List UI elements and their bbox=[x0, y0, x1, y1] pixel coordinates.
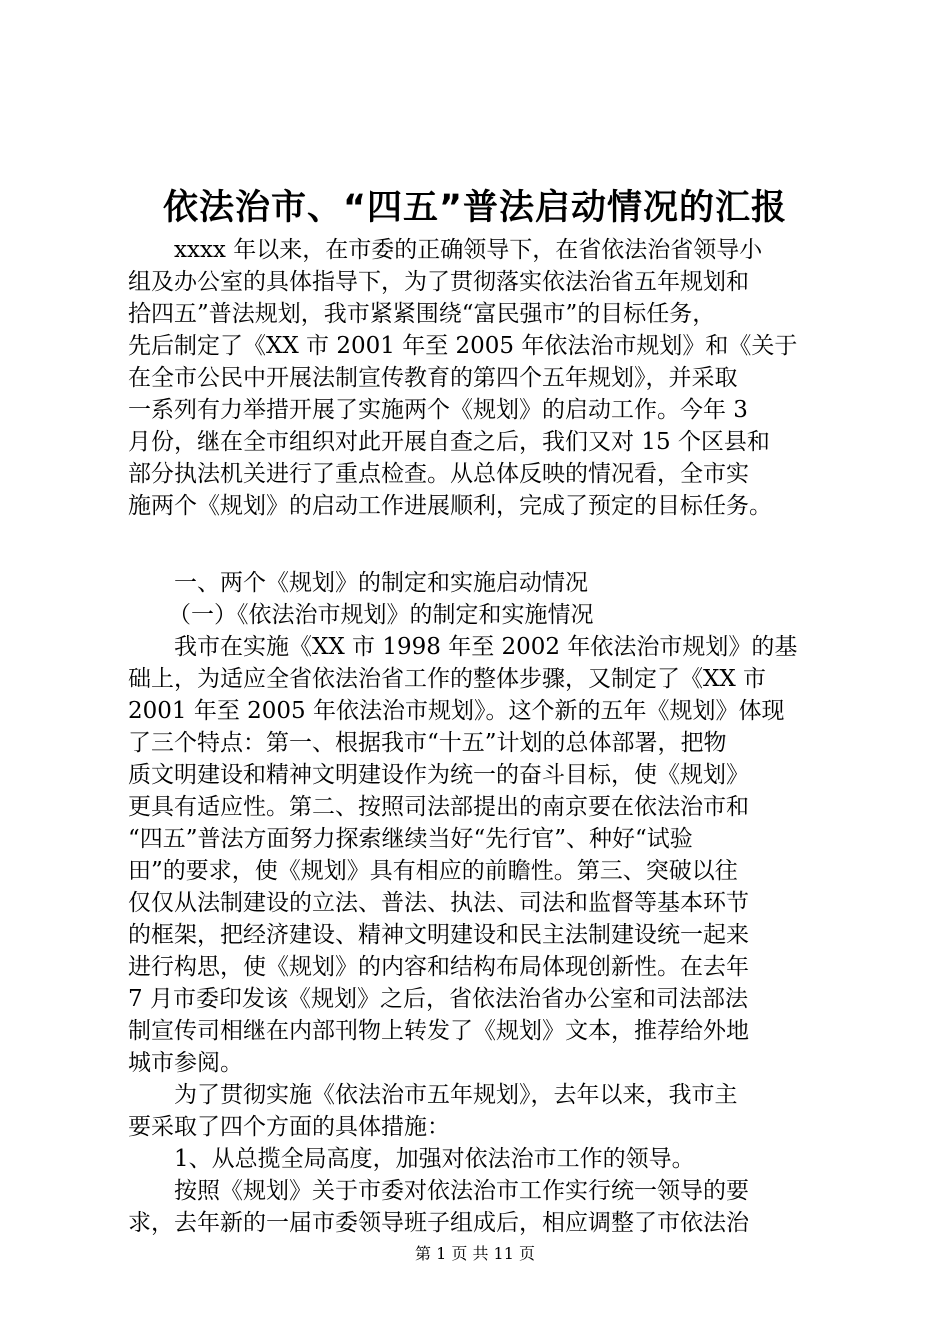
text-line: 制宣传司相继在内部刊物上转发了《规划》文本，推荐给外地 bbox=[128, 1018, 749, 1044]
page-number-footer: 第 1 页 共 11 页 bbox=[415, 1244, 535, 1263]
text-line: 田”的要求，使《规划》具有相应的前瞻性。第三、突破以往 bbox=[128, 858, 738, 884]
text-line: 一系列有力举措开展了实施两个《规划》的启动工作。今年 3 bbox=[128, 397, 748, 423]
text-line: 7 月市委印发该《规划》之后，省依法治省办公室和司法部法 bbox=[128, 986, 748, 1012]
document-body bbox=[128, 234, 848, 1239]
text-line: 在全市公民中开展法制宣传教育的第四个五年规划》，并采取 bbox=[128, 365, 738, 391]
text-line: 更具有适应性。第二、按照司法部提出的南京要在依法治市和 bbox=[128, 794, 749, 820]
text-line: 2001 年至 2005 年依法治市规划》。这个新的五年《规划》体现 bbox=[128, 698, 785, 724]
text-line: 要采取了四个方面的具体措施： bbox=[128, 1114, 450, 1140]
text-line: 按照《规划》关于市委对依法治市工作实行统一领导的要 bbox=[174, 1178, 749, 1204]
text-line: 础上，为适应全省依法治省工作的整体步骤，又制定了《XX 市 bbox=[128, 666, 767, 692]
text-line: 组及办公室的具体指导下，为了贯彻落实依法治省五年规划和 bbox=[128, 269, 749, 295]
subsection-heading: （一）《依法治市规划》的制定和实施情况 bbox=[168, 602, 594, 628]
text-line: xxxx 年以来，在市委的正确领导下，在省依法治省领导小 bbox=[174, 237, 763, 263]
list-item-heading: 1、从总揽全局高度，加强对依法治市工作的领导。 bbox=[174, 1146, 695, 1172]
text-line: 施两个《规划》的启动工作进展顺利，完成了预定的目标任务。 bbox=[128, 493, 772, 519]
text-line: 部分执法机关进行了重点检查。从总体反映的情况看，全市实 bbox=[128, 461, 749, 487]
text-line: 仅仅从法制建设的立法、普法、执法、司法和监督等基本环节 bbox=[128, 890, 749, 916]
text-line: “四五”普法方面努力探索继续当好“先行官”、种好“试验 bbox=[128, 826, 693, 852]
section-heading: 一、两个《规划》的制定和实施启动情况 bbox=[174, 570, 588, 596]
document-title: 依法治市、“四五”普法启动情况的汇报 bbox=[162, 188, 787, 228]
text-line: 进行构思，使《规划》的内容和结构布局体现创新性。在去年 bbox=[128, 954, 749, 980]
text-line: 的框架，把经济建设、精神文明建设和民主法制建设统一起来 bbox=[128, 922, 749, 948]
text-line: 月份，继在全市组织对此开展自查之后，我们又对 15 个区县和 bbox=[128, 429, 770, 455]
paragraph-gap bbox=[128, 522, 848, 567]
text-line: 质文明建设和精神文明建设作为统一的奋斗目标，使《规划》 bbox=[128, 762, 749, 788]
text-line: 了三个特点：第一、根据我市“十五”计划的总体部署，把物 bbox=[128, 730, 727, 756]
text-line: 求，去年新的一届市委领导班子组成后，相应调整了市依法治 bbox=[128, 1210, 749, 1236]
text-line: 先后制定了《XX 市 2001 年至 2005 年依法治市规划》和《关于 bbox=[128, 333, 798, 359]
text-line: 我市在实施《XX 市 1998 年至 2002 年依法治市规划》的基 bbox=[174, 634, 798, 660]
text-line: 拾四五”普法规划，我市紧紧围绕“富民强市”的目标任务， bbox=[128, 301, 716, 327]
text-line: 为了贯彻实施《依法治市五年规划》，去年以来，我市主 bbox=[174, 1082, 738, 1108]
text-line: 城市参阅。 bbox=[128, 1050, 243, 1076]
